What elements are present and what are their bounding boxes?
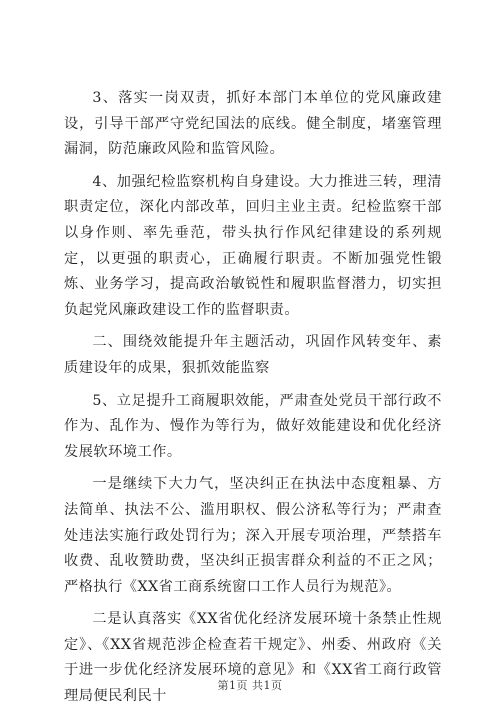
document-body (64, 86, 442, 717)
page-footer: 第1页 共1页 (217, 679, 283, 692)
paragraph-point-one: 一是继续下大力气，坚决纠正在执法中态度粗暴、方法简单、执法不公、滥用职权、假公济私等行为；严肃查处违法实施行政处罚行为；深入开展专项治理，严禁搭车收费、乱收赞助费，坚决纠正损害群众利益的不正之风；严格执行《XX省工商系统窗口工作人员行为规范》。 (64, 476, 442, 595)
paragraph-duty-responsibility: 3、落实一岗双责，抓好本部门本单位的党风廉政建设，引导干部严守党纪国法的底线。健全制度，堵塞管理漏洞，防范廉政风险和监管风险。 (64, 90, 442, 158)
paragraph-performance-efficiency: 5、立足提升工商履职效能，严肃查处党员干部行政不作为、乱作为、慢作为等行为，做好效能建设和优化经济发展软环境工作。 (64, 392, 442, 460)
paragraph-discipline-inspection: 4、加强纪检监察机构自身建设。大力推进三转，理清职责定位，深化内部改革，回归主业主责。纪检监察干部以身作则、率先垂范，带头执行作风纪律建设的系列规定，以更强的职责心，正确履行职责。不断加强党性锻炼、业务学习，提高政治敏锐性和履职监督潜力，切实担负起党风廉政建设工作的监督职责。 (64, 173, 442, 318)
section-heading-efficiency: 二、围绕效能提升年主题活动，巩固作风转变年、素质建设年的成果，狠抓效能监察 (64, 334, 442, 376)
paragraph-point-two: 二是认真落实《XX省优化经济发展环境十条禁止性规定》、《XX省规范涉企检查若干规定》、州委、州政府《关于进一步优化经济发展环境的意见》和《XX省工商行政管理局便民利民十 (64, 611, 442, 705)
